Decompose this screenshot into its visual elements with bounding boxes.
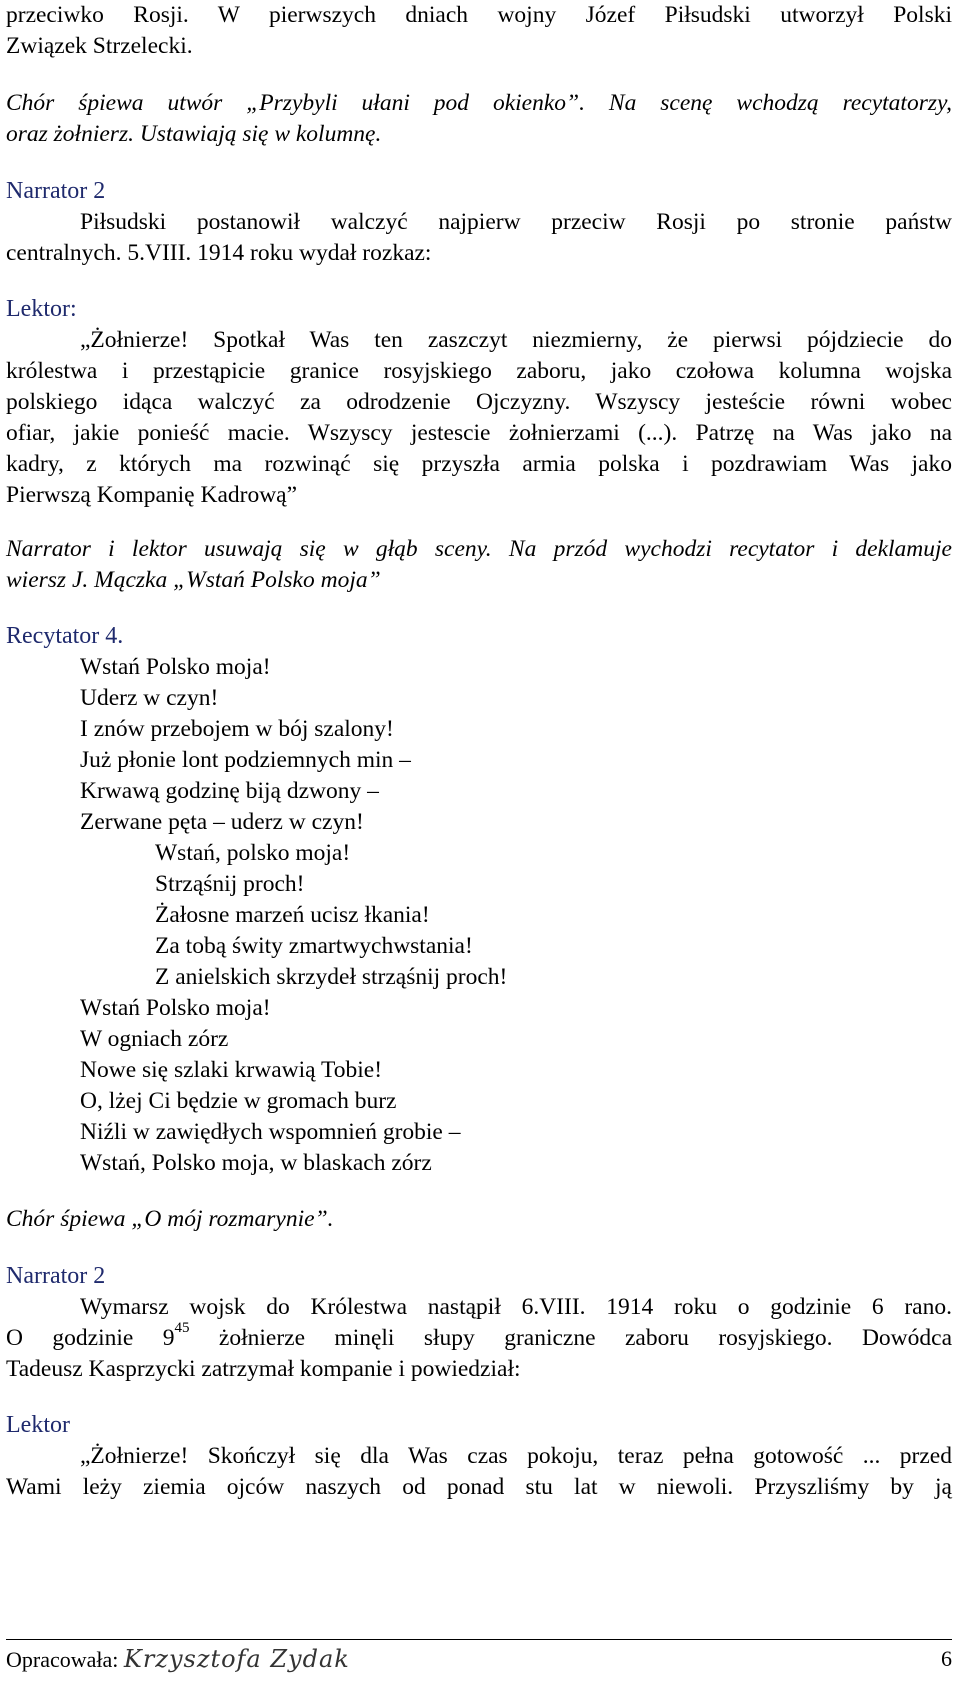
text-line: ofiar, jakie ponieść macie. Wszyscy jestescie żołnierzami (...). Patrzę na Was jako na [6,420,952,446]
text-line: Pierwszą Kompanię Kadrową” [6,482,298,508]
poem-line: Strząśnij proch! [155,871,305,897]
text-line: „Żołnierze! Skończył się dla Was czas pokoju, teraz pełna gotowość ... przed [80,1443,952,1469]
poem-line: O, lżej Ci będzie w gromach burz [80,1088,397,1114]
superscript-minutes: 45 [174,1320,190,1337]
speaker-heading: Recytator 4. [6,623,124,649]
text-fragment: O godzinie 9 [6,1325,175,1351]
poem-line: Z anielskich skrzydeł strząśnij proch! [155,964,508,990]
stage-direction: wiersz J. Mączka „Wstań Polsko moja” [6,567,381,593]
stage-direction: oraz żołnierz. Ustawiają się w kolumnę. [6,121,382,147]
text-line: „Żołnierze! Spotkał Was ten zaszczyt niezmierny, że pierwsi pójdziecie do [80,327,952,353]
footer-author: Krzysztofa Zydak [123,1645,350,1673]
poem-line: Już płonie lont podziemnych min – [80,747,411,773]
footer-label: Opracowała: [6,1647,119,1672]
text-line: Piłsudski postanowił walczyć najpierw przeciw Rosji po stronie państw [80,209,952,235]
text-fragment: żołnierze minęli słupy graniczne zaboru rosyjskiego. Dowódca [189,1325,953,1351]
text-line: Wymarsz wojsk do Królestwa nastąpił 6.VIII. 1914 roku o godzinie 6 rano. [80,1294,952,1320]
text-line: kadry, z których ma rozwinąć się przyszła armia polska i pozdrawiam Was jako [6,451,952,477]
stage-direction: Narrator i lektor usuwają się w głąb sceny. Na przód wychodzi recytator i deklamuje [6,536,952,562]
text-line: królestwa i przestąpicie granice rosyjskiego zaboru, jako czołowa kolumna wojska [6,358,952,384]
page-number: 6 [941,1646,952,1671]
poem-line: Niźli w zawiędłych wspomnień grobie – [80,1119,461,1145]
footer-divider [6,1639,952,1640]
poem-line: Zerwane pęta – uderz w czyn! [80,809,364,835]
text-line: Tadeusz Kasprzycki zatrzymał kompanie i powiedział: [6,1356,521,1382]
speaker-heading: Lektor: [6,296,77,322]
stage-direction: Chór śpiewa „O mój rozmarynie”. [6,1206,334,1232]
text-line: przeciwko Rosji. W pierwszych dniach wojny Józef Piłsudski utworzył Polski [6,2,952,28]
poem-line: Uderz w czyn! [80,685,219,711]
poem-line: Nowe się szlaki krwawią Tobie! [80,1057,383,1083]
text-line: Wami leży ziemia ojców naszych od ponad stu lat w niewoli. Przyszliśmy by ją [6,1474,952,1500]
poem-line: I znów przebojem w bój szalony! [80,716,394,742]
speaker-heading: Narrator 2 [6,1263,106,1289]
stage-direction: Chór śpiewa utwór „Przybyli ułani pod okienko”. Na scenę wchodzą recytatorzy, [6,90,952,116]
text-line: Związek Strzelecki. [6,33,193,59]
footer-left [6,1642,350,1677]
poem-line: Wstań, polsko moja! [155,840,351,866]
poem-line: Żałosne marzeń ucisz łkania! [155,902,430,928]
poem-line: W ogniach zórz [80,1026,229,1052]
poem-line: Wstań Polsko moja! [80,654,271,680]
poem-line: Wstań, Polsko moja, w blaskach zórz [80,1150,432,1176]
text-line [6,1320,953,1354]
speaker-heading: Narrator 2 [6,178,106,204]
poem-line: Wstań Polsko moja! [80,995,271,1021]
poem-line: Krwawą godzinę biją dzwony – [80,778,379,804]
speaker-heading: Lektor [6,1412,70,1438]
poem-line: Za tobą świty zmartwychwstania! [155,933,473,959]
text-line: centralnych. 5.VIII. 1914 roku wydał rozkaz: [6,240,432,266]
text-line: polskiego idąca walczyć za odrodzenie Ojczyzny. Wszyscy jesteście równi wobec [6,389,952,415]
